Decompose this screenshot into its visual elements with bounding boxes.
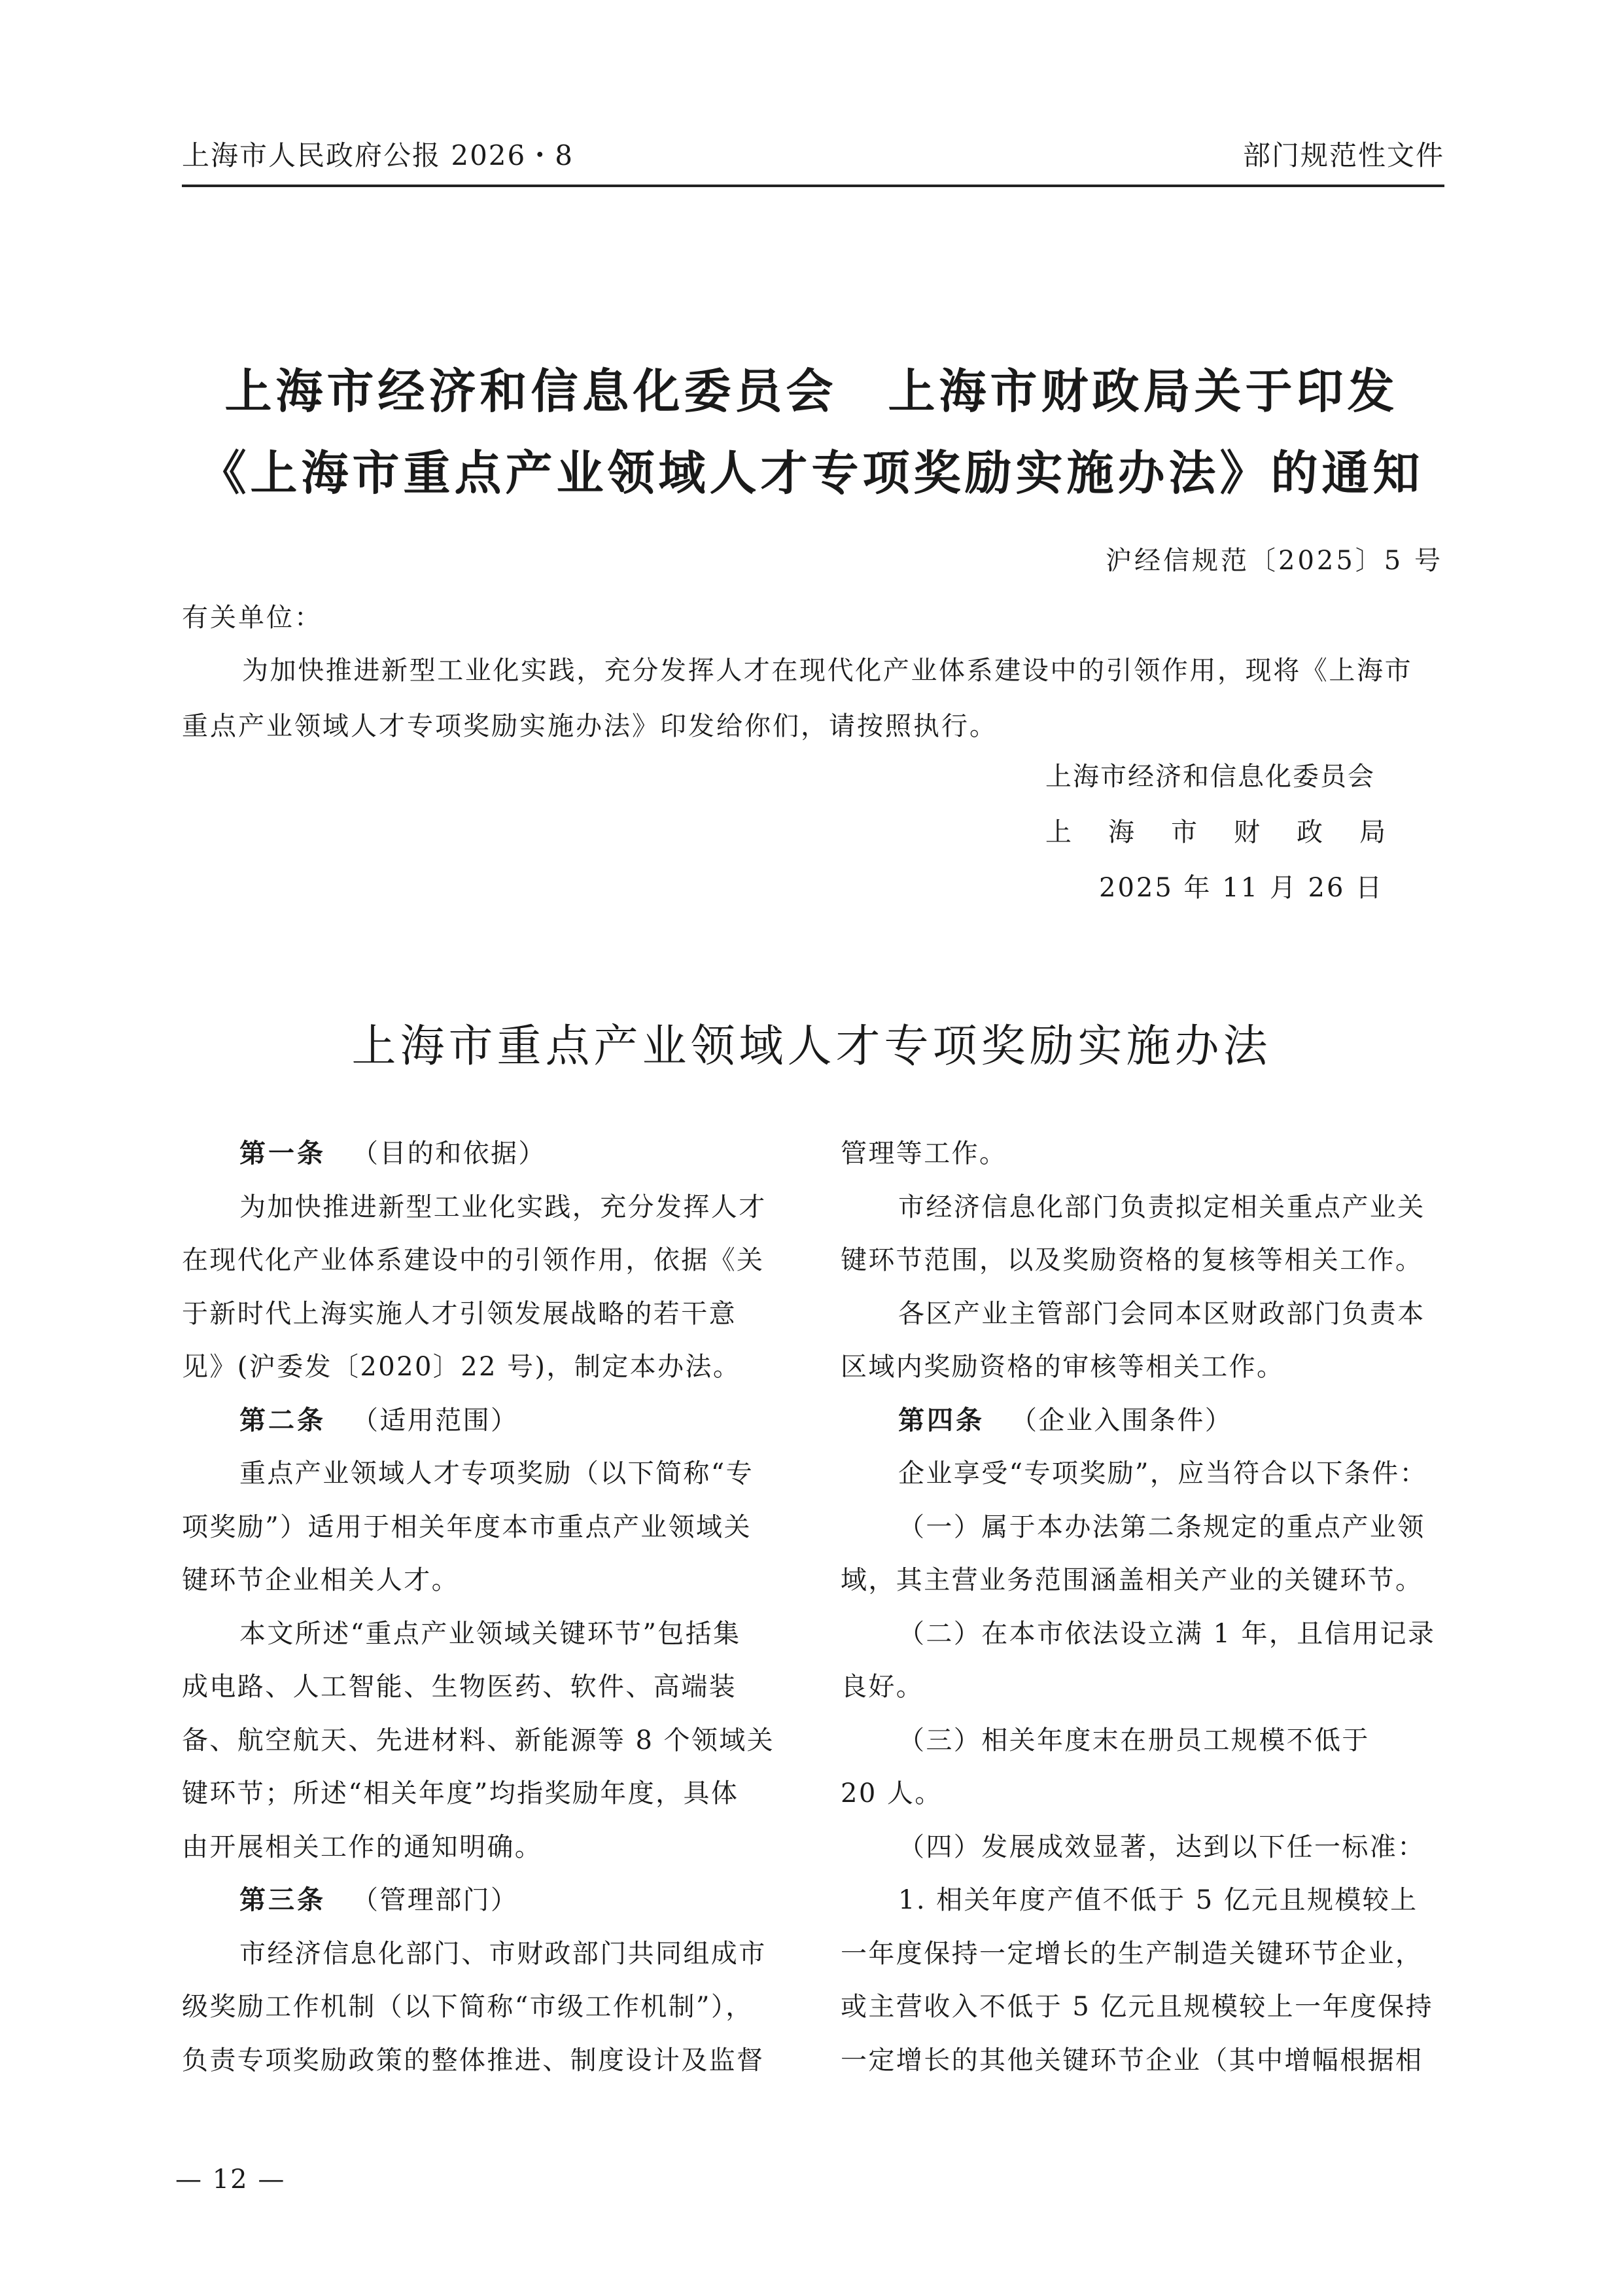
body-text-line: 重点产业领域人才专项奖励（以下简称“专	[239, 1458, 754, 1489]
body-text-line: 键环节；所述“相关年度”均指奖励年度，具体	[182, 1778, 739, 1809]
signatory-char: 市	[1171, 817, 1197, 847]
article-number: 第一条	[239, 1139, 326, 1169]
body-text-line: 本文所述“重点产业领域关键环节”包括集	[239, 1618, 741, 1649]
body-text-line: 项奖励”）适用于相关年度本市重点产业领域关	[182, 1511, 752, 1542]
measures-title: 上海市重点产业领域人才专项奖励实施办法	[351, 1021, 1272, 1072]
article-heading	[182, 1401, 787, 1455]
body-text-line: 企业享受“专项奖励”，应当符合以下条件：	[898, 1458, 1427, 1489]
body-text-line: 键环节企业相关人才。	[182, 1565, 459, 1595]
header-section: 部门规范性文件	[1242, 139, 1444, 171]
signatory-finance-bureau	[1045, 811, 1386, 849]
body-text-line: （二）在本市依法设立满 1 年，且信用记录	[898, 1618, 1436, 1649]
notice-title-line2: 《上海市重点产业领域人才专项奖励实施办法》的通知	[199, 446, 1424, 501]
header-publication: 上海市人民政府公报 2026・8	[182, 139, 574, 171]
body-text-line: 一年度保持一定增长的生产制造关键环节企业，	[841, 1938, 1423, 1969]
body-text-line: 1. 相关年度产值不低于 5 亿元且规模较上	[898, 1885, 1418, 1915]
left-column	[182, 1134, 787, 2094]
body-text-line: （四）发展成效显著，达到以下任一标准：	[898, 1831, 1425, 1862]
body-text-line: 一定增长的其他关键环节企业（其中增幅根据相	[841, 2045, 1423, 2075]
signatory-economy-commission: 上海市经济和信息化委员会	[1045, 762, 1375, 792]
body-text-line: 域，其主营业务范围涵盖相关产业的关键环节。	[841, 1565, 1423, 1595]
body-text-line: 由开展相关工作的通知明确。	[182, 1831, 543, 1862]
body-text-line: 20 人。	[841, 1778, 943, 1809]
body-text-line: （三）相关年度末在册员工规模不低于	[898, 1725, 1370, 1756]
body-text-line: 于新时代上海实施人才引领发展战略的若干意	[182, 1298, 737, 1329]
body-text-line: 在现代化产业体系建设中的引领作用，依据《关	[182, 1245, 765, 1275]
signatory-char: 政	[1297, 817, 1323, 847]
body-text-line: 区域内奖励资格的审核等相关工作。	[841, 1352, 1285, 1382]
article-label: （管理部门）	[352, 1885, 519, 1915]
article-label: （适用范围）	[352, 1405, 519, 1436]
signatory-char: 局	[1359, 817, 1386, 847]
notice-date: 2025 年 11 月 26 日	[1099, 873, 1384, 903]
body-text-line: 负责专项奖励政策的整体推进、制度设计及监督	[182, 2045, 765, 2075]
signatory-char: 海	[1108, 817, 1134, 847]
notice-body-line1: 为加快推进新型工业化实践，充分发挥人才在现代化产业体系建设中的引领作用，现将《上海市	[242, 656, 1413, 686]
article-number: 第三条	[239, 1885, 326, 1915]
body-text-line: 级奖励工作机制（以下简称“市级工作机制”），	[182, 1992, 754, 2022]
body-text-line: 为加快推进新型工业化实践，充分发挥人才	[239, 1192, 767, 1222]
body-text-line: 见》(沪委发〔2020〕22 号)，制定本办法。	[182, 1352, 741, 1382]
body-text-line: 备、航空航天、先进材料、新能源等 8 个领域关	[182, 1725, 775, 1756]
header-divider	[182, 185, 1444, 187]
body-text-line: 成电路、人工智能、生物医药、软件、高端装	[182, 1672, 737, 1702]
notice-body-line2: 重点产业领域人才专项奖励实施办法》印发给你们，请按照执行。	[182, 711, 998, 741]
page-number: — 12 —	[175, 2164, 286, 2195]
salutation: 有关单位：	[182, 603, 323, 633]
article-heading	[182, 1134, 787, 1188]
body-text-line: 各区产业主管部门会同本区财政部门负责本	[898, 1298, 1425, 1329]
signatory-char: 上	[1045, 817, 1072, 847]
article-label: （企业入围条件）	[1011, 1405, 1233, 1436]
article-label: （目的和依据）	[352, 1139, 546, 1169]
body-text-line: 市经济信息化部门、市财政部门共同组成市	[239, 1938, 767, 1969]
body-text-line: 键环节范围，以及奖励资格的复核等相关工作。	[841, 1245, 1423, 1275]
article-heading	[182, 1881, 787, 1934]
signatory-char: 财	[1234, 817, 1260, 847]
body-text-line: 或主营收入不低于 5 亿元且规模较上一年度保持	[841, 1992, 1434, 2022]
body-text-line: 管理等工作。	[841, 1139, 1007, 1169]
notice-title-line1: 上海市经济和信息化委员会 上海市财政局关于印发	[224, 364, 1399, 419]
document-number: 沪经信规范〔2025〕5 号	[1106, 546, 1443, 576]
article-number: 第四条	[898, 1405, 985, 1436]
body-text-line: 良好。	[841, 1672, 924, 1702]
article-number: 第二条	[239, 1405, 326, 1436]
body-text-line: 市经济信息化部门负责拟定相关重点产业关	[898, 1192, 1425, 1222]
article-heading	[841, 1401, 1446, 1455]
right-column	[841, 1134, 1446, 2094]
body-text-line: （一）属于本办法第二条规定的重点产业领	[898, 1511, 1425, 1542]
